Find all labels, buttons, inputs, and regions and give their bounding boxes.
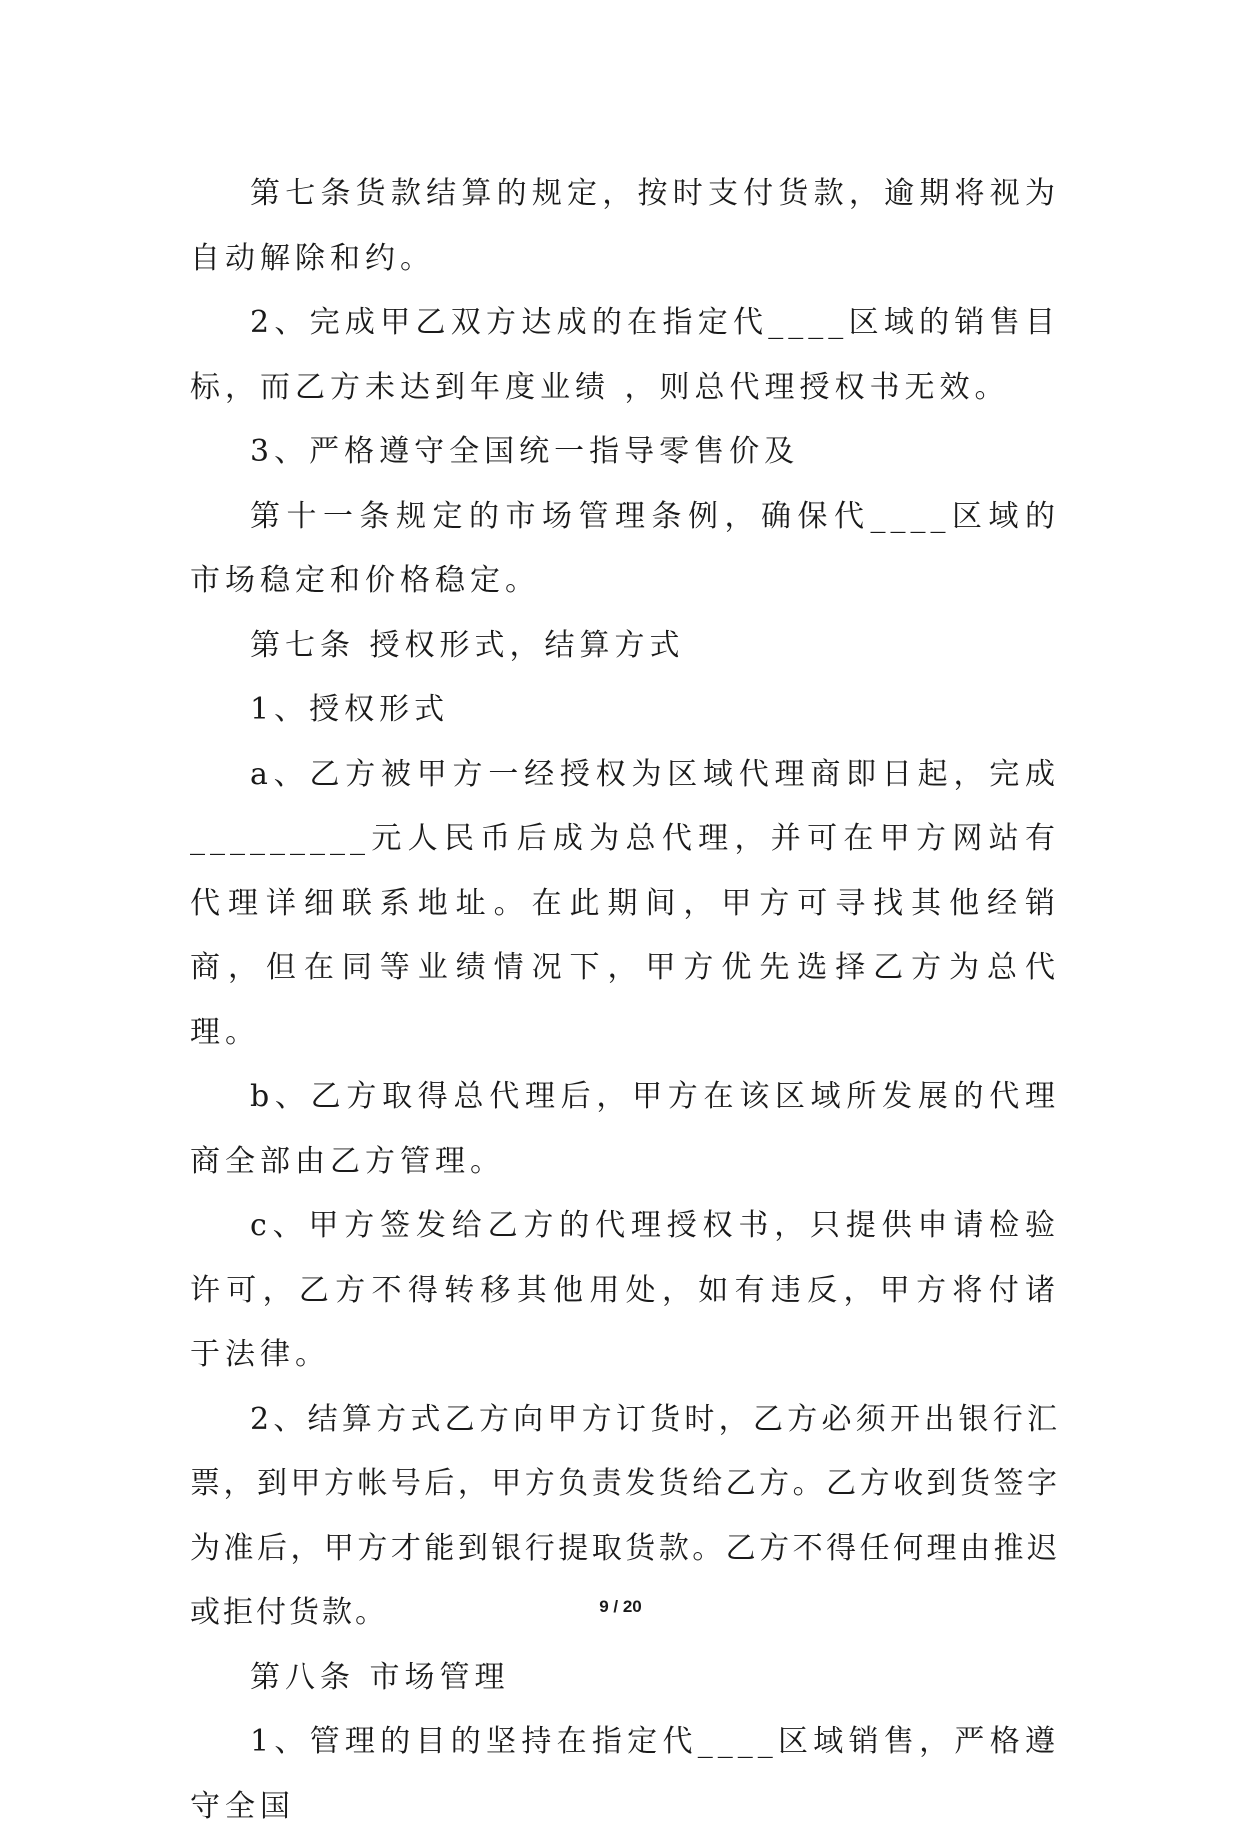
- heading-authorization-form: 1、授权形式: [250, 692, 450, 727]
- paragraph-sales-target: 2、完成甲乙双方达成的在指定代____区域的销售目标，而乙方未达到年度业绩 ，则总代理授权书无效。: [190, 305, 1060, 405]
- paragraph-payment-settlement: 第七条货款结算的规定，按时支付货款，逾期将视为自动解除和约。: [190, 176, 1060, 276]
- paragraph-settlement-method: 2、结算方式乙方向甲方订货时，乙方必须开出银行汇票，到甲方帐号后，甲方负责发货给乙方。乙方收到货签字为准后，甲方才能到银行提取货款。乙方不得任何理由推迟或拒付货款。: [190, 1401, 1060, 1630]
- paragraph-management-purpose: 1、管理的目的坚持在指定代____区域销售，严格遵守全国: [190, 1724, 1060, 1824]
- paragraph-retail-price: 3、严格遵守全国统一指导零售价及: [250, 434, 800, 469]
- document-body: [190, 162, 1060, 1839]
- paragraph-clause-b: b、乙方取得总代理后，甲方在该区域所发展的代理商全部由乙方管理。: [190, 1079, 1060, 1179]
- page-number: 9 / 20: [599, 1597, 642, 1616]
- heading-article-8: 第八条 市场管理: [250, 1659, 510, 1695]
- heading-article-7: 第七条 授权形式，结算方式: [250, 627, 685, 663]
- paragraph-market-rules: 第十一条规定的市场管理条例，确保代____区域的市场稳定和价格稳定。: [190, 498, 1060, 598]
- paragraph-clause-c: c、甲方签发给乙方的代理授权书，只提供申请检验许可，乙方不得转移其他用处，如有违反，甲方将付诸于法律。: [190, 1208, 1060, 1372]
- paragraph-clause-a: a、乙方被甲方一经授权为区域代理商即日起，完成_________元人民币后成为总代理，并可在甲方网站有代理详细联系地址。在此期间，甲方可寻找其他经销商，但在同等业绩情况下，甲方优先选择乙方为总代理。: [190, 756, 1060, 1050]
